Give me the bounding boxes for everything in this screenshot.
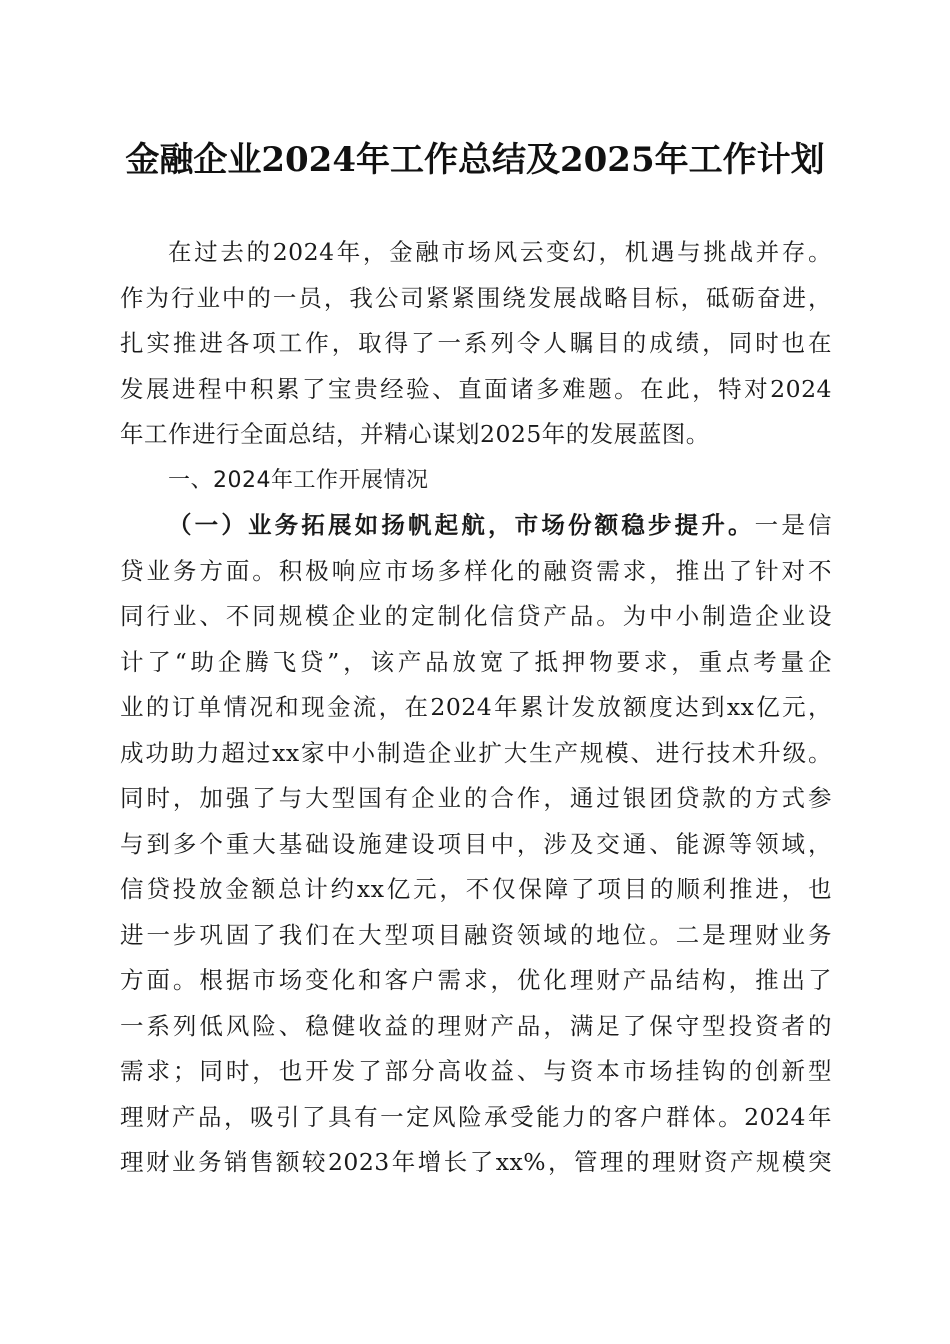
subsection-heading: （一）业务拓展如扬帆起航，市场份额稳步提升。 [168, 511, 755, 539]
intro-line: 发展进程中积累了宝贵经验、直面诸多难题。在此，特对2024 [120, 374, 832, 403]
document-title: 金融企业2024年工作总结及2025年工作计划 [125, 140, 825, 180]
paragraph-line: 同行业、不同规模企业的定制化信贷产品。为中小制造企业设 [120, 602, 832, 630]
paragraph-line: 贷业务方面。积极响应市场多样化的融资需求，推出了针对不 [120, 556, 832, 585]
intro-paragraph [120, 230, 832, 458]
paragraph-line: 同时，加强了与大型国有企业的合作，通过银团贷款的方式参 [120, 784, 832, 812]
subsection-1-paragraph [120, 503, 832, 1186]
paragraph-line: 需求；同时，也开发了部分高收益、与资本市场挂钩的创新型 [120, 1057, 832, 1085]
paragraph-line: 成功助力超过xx家中小制造企业扩大生产规模、进行技术升级。 [120, 738, 832, 767]
intro-line: 在过去的2024年，金融市场风云变幻，机遇与挑战并存。 [168, 238, 832, 266]
intro-line: 年工作进行全面总结，并精心谋划2025年的发展蓝图。 [120, 420, 710, 448]
intro-line: 作为行业中的一员，我公司紧紧围绕发展战略目标，砥砺奋进， [120, 283, 832, 312]
paragraph-line: 信贷投放金额总计约xx亿元，不仅保障了项目的顺利推进，也 [120, 875, 832, 903]
subsection-first-line [120, 503, 832, 549]
paragraph-line: 进一步巩固了我们在大型项目融资领域的地位。二是理财业务 [120, 920, 832, 949]
paragraph-line: 理财业务销售额较2023年增长了xx%，管理的理财资产规模突 [120, 1148, 832, 1176]
paragraph-line: 理财产品，吸引了具有一定风险承受能力的客户群体。2024年 [120, 1102, 832, 1131]
section-1 [120, 458, 832, 504]
subsection-first-line-rest: 一是信 [754, 511, 833, 539]
paragraph-line: 业的订单情况和现金流，在2024年累计发放额度达到xx亿元， [120, 693, 832, 721]
intro-line: 扎实推进各项工作，取得了一系列令人瞩目的成绩，同时也在 [120, 329, 832, 357]
paragraph-line: 计了“助企腾飞贷”，该产品放宽了抵押物要求，重点考量企 [120, 647, 832, 676]
paragraph-line: 方面。根据市场变化和客户需求，优化理财产品结构，推出了 [120, 966, 832, 994]
paragraph-line: 与到多个重大基础设施建设项目中，涉及交通、能源等领域， [120, 829, 832, 858]
paragraph-line: 一系列低风险、稳健收益的理财产品，满足了保守型投资者的 [120, 1011, 832, 1040]
section-heading: 一、2024年工作开展情况 [168, 467, 429, 493]
